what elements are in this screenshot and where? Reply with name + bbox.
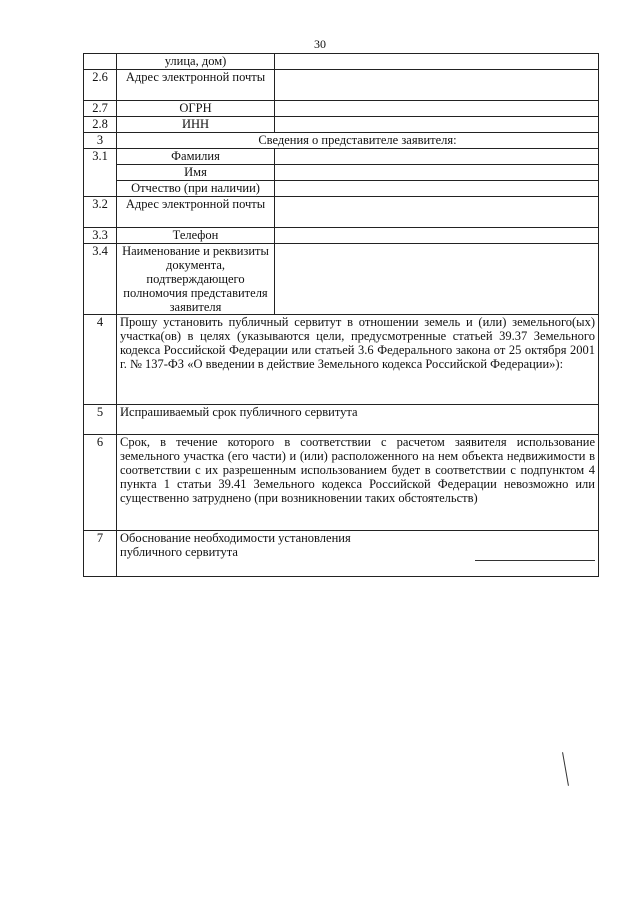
- table-row: [84, 228, 599, 244]
- row-label: Имя: [117, 165, 275, 181]
- row-number: 6: [84, 435, 117, 531]
- table-row: [84, 405, 599, 435]
- row-number: 2.6: [84, 70, 117, 101]
- row-label: Адрес электронной почты: [117, 70, 275, 101]
- table-row: [84, 165, 599, 181]
- row-number: [84, 54, 117, 70]
- section-heading: Сведения о представителе заявителя:: [117, 133, 599, 149]
- table-row: [84, 149, 599, 165]
- row-label: ИНН: [117, 117, 275, 133]
- email-field[interactable]: [275, 70, 599, 101]
- servitude-purpose-text: Прошу установить публичный сервитут в отношении земель и (или) земельного(ых) участка(ов) в целях (указываются цели, предусмотренные статьей 39.37 Земельного кодекса Российской Федерации или статьей 3.6 Федерального закона от 25 октября 2001 г. № 137-ФЗ «О введении в действие Земельного кодекса Российской Федерации»):: [117, 315, 599, 405]
- inn-field[interactable]: [275, 117, 599, 133]
- fill-line: [475, 559, 595, 561]
- last-name-field[interactable]: [275, 149, 599, 165]
- table-row: [84, 133, 599, 149]
- table-row: [84, 244, 599, 315]
- page-number: 30: [314, 37, 326, 51]
- row-label: Телефон: [117, 228, 275, 244]
- row-number: 3.4: [84, 244, 117, 315]
- table-row: [84, 197, 599, 228]
- table-row: [84, 54, 599, 70]
- justification-text: Обоснование необходимости установления публичного сервитута: [120, 531, 351, 559]
- pen-mark: [562, 752, 569, 786]
- row-number: 3.2: [84, 197, 117, 228]
- table-row: [84, 101, 599, 117]
- table-row: [84, 435, 599, 531]
- middle-name-field[interactable]: [275, 181, 599, 197]
- row-label: ОГРН: [117, 101, 275, 117]
- table-row: [84, 181, 599, 197]
- row-label: Фамилия: [117, 149, 275, 165]
- row-number: 2.7: [84, 101, 117, 117]
- row-label: Наименование и реквизиты документа, подтверждающего полномочия представителя заявителя: [117, 244, 275, 315]
- row-number: 3: [84, 133, 117, 149]
- table-row: [84, 315, 599, 405]
- row-number: 3.3: [84, 228, 117, 244]
- row-number: 2.8: [84, 117, 117, 133]
- row-number: 7: [84, 531, 117, 577]
- servitude-term-label: Испрашиваемый срок публичного сервитута: [117, 405, 599, 435]
- document-field[interactable]: [275, 244, 599, 315]
- table-row: [84, 531, 599, 577]
- row-number: 5: [84, 405, 117, 435]
- row-number: 3.1: [84, 149, 117, 197]
- application-form-table: [83, 53, 599, 577]
- row-number: 4: [84, 315, 117, 405]
- value-field[interactable]: [275, 54, 599, 70]
- justification-label: [117, 531, 599, 577]
- row-label: Отчество (при наличии): [117, 181, 275, 197]
- row-label: Адрес электронной почты: [117, 197, 275, 228]
- first-name-field[interactable]: [275, 165, 599, 181]
- row-label: улица, дом): [117, 54, 275, 70]
- table-row: [84, 70, 599, 101]
- phone-field[interactable]: [275, 228, 599, 244]
- restriction-term-text: Срок, в течение которого в соответствии с расчетом заявителя использование земельного участка (его части) и (или) расположенного на нем объекта недвижимости в соответствии с их разрешенным использованием будет в соответствии с подпунктом 4 пункта 1 статьи 39.41 Земельного кодекса Российской Федерации невозможно или существенно затруднено (при возникновении таких обстоятельств): [117, 435, 599, 531]
- table-row: [84, 117, 599, 133]
- email-field[interactable]: [275, 197, 599, 228]
- ogrn-field[interactable]: [275, 101, 599, 117]
